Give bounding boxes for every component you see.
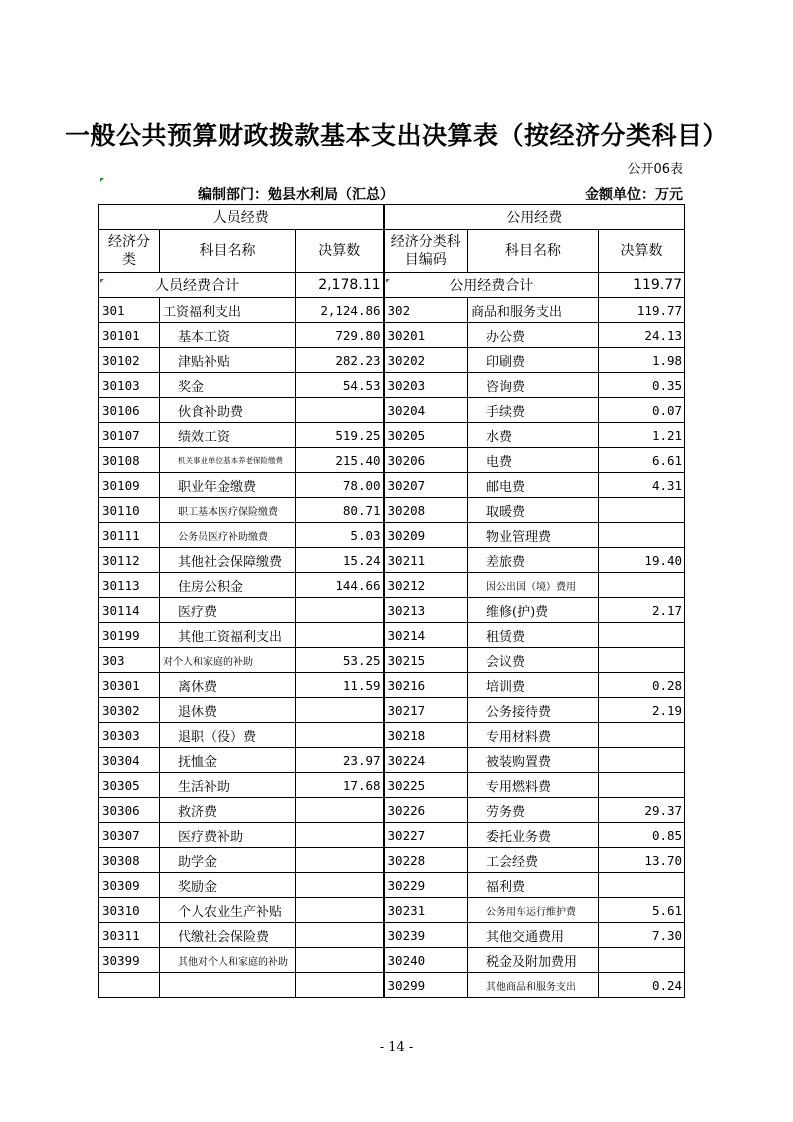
row-amount-right: 29.37	[599, 798, 685, 823]
row-code-right: 30204	[384, 398, 468, 423]
row-amount-right: 0.28	[599, 673, 685, 698]
row-code-left: 30108	[99, 448, 160, 473]
row-amount-left: 144.66	[296, 573, 384, 598]
row-name-right: 商品和服务支出	[468, 298, 599, 323]
table-row	[99, 948, 685, 973]
table-row	[99, 898, 685, 923]
table-code: 公开06表	[627, 162, 683, 177]
row-amount-left	[296, 698, 384, 723]
row-name-left: 代缴社会保险费	[160, 923, 296, 948]
row-amount-right: 19.40	[599, 548, 685, 573]
row-amount-left: 11.59	[296, 673, 384, 698]
row-amount-left	[296, 798, 384, 823]
row-amount-left: 5.03	[296, 523, 384, 548]
row-name-left: 奖金	[160, 373, 296, 398]
row-amount-left: 54.53	[296, 373, 384, 398]
row-name-right: 因公出国（境）费用	[468, 573, 599, 598]
header-name-left: 科目名称	[160, 230, 296, 273]
row-code-left: 30307	[99, 823, 160, 848]
row-name-right: 福利费	[468, 873, 599, 898]
cell-marker-icon	[386, 279, 390, 283]
table-row	[99, 473, 685, 498]
row-code-left: 30109	[99, 473, 160, 498]
row-name-right: 工会经费	[468, 848, 599, 873]
row-name-left: 离休费	[160, 673, 296, 698]
row-code-right: 30203	[384, 373, 468, 398]
row-name-right: 办公费	[468, 323, 599, 348]
row-code-right: 30207	[384, 473, 468, 498]
row-name-right: 其他商品和服务支出	[468, 973, 599, 998]
table-row	[99, 923, 685, 948]
row-name-left: 其他社会保障缴费	[160, 548, 296, 573]
table-row	[99, 873, 685, 898]
row-code-left: 30107	[99, 423, 160, 448]
row-code-left: 30311	[99, 923, 160, 948]
row-name-left: 救济费	[160, 798, 296, 823]
row-code-right: 30218	[384, 723, 468, 748]
page-title: 一般公共预算财政拨款基本支出决算表（按经济分类科目）	[64, 121, 728, 150]
row-code-right: 30226	[384, 798, 468, 823]
table-row	[99, 823, 685, 848]
table-row	[99, 848, 685, 873]
row-amount-right: 0.35	[599, 373, 685, 398]
row-name-right: 会议费	[468, 648, 599, 673]
row-name-right: 租赁费	[468, 623, 599, 648]
row-name-left: 抚恤金	[160, 748, 296, 773]
row-amount-left	[296, 723, 384, 748]
table-row	[99, 773, 685, 798]
row-code-right: 30299	[384, 973, 468, 998]
row-name-left: 职业年金缴费	[160, 473, 296, 498]
table-row	[99, 348, 685, 373]
row-name-left: 津贴补贴	[160, 348, 296, 373]
row-amount-left	[296, 973, 384, 998]
personnel-total-label: 人员经费合计	[99, 273, 296, 298]
row-name-right: 邮电费	[468, 473, 599, 498]
row-amount-left	[296, 823, 384, 848]
row-code-left: 30306	[99, 798, 160, 823]
row-code-left: 30112	[99, 548, 160, 573]
cell-marker-icon	[100, 178, 104, 182]
row-amount-right: 1.98	[599, 348, 685, 373]
table-row	[99, 748, 685, 773]
row-name-right: 印刷费	[468, 348, 599, 373]
row-amount-right: 7.30	[599, 923, 685, 948]
row-name-left: 住房公积金	[160, 573, 296, 598]
row-amount-right	[599, 723, 685, 748]
row-amount-right: 2.17	[599, 598, 685, 623]
row-amount-right	[599, 773, 685, 798]
row-name-right: 手续费	[468, 398, 599, 423]
row-amount-left: 15.24	[296, 548, 384, 573]
table-row	[99, 723, 685, 748]
row-code-right: 30212	[384, 573, 468, 598]
row-code-left: 301	[99, 298, 160, 323]
row-name-left	[160, 973, 296, 998]
row-amount-right: 119.77	[599, 298, 685, 323]
table-row	[99, 598, 685, 623]
row-code-right: 30206	[384, 448, 468, 473]
row-amount-left: 215.40	[296, 448, 384, 473]
row-code-left: 30114	[99, 598, 160, 623]
row-code-right: 30202	[384, 348, 468, 373]
group-public: 公用经费	[384, 205, 685, 230]
row-amount-right: 0.24	[599, 973, 685, 998]
totals-row	[99, 273, 685, 298]
row-code-left: 30303	[99, 723, 160, 748]
unit-label: 金额单位：万元	[585, 187, 683, 203]
row-code-right: 30208	[384, 498, 468, 523]
row-name-left: 公务员医疗补助缴费	[160, 523, 296, 548]
table-row	[99, 423, 685, 448]
row-name-left: 退职（役）费	[160, 723, 296, 748]
row-name-right: 其他交通费用	[468, 923, 599, 948]
row-code-right: 30216	[384, 673, 468, 698]
row-name-right: 被装购置费	[468, 748, 599, 773]
row-amount-right	[599, 948, 685, 973]
row-code-left: 303	[99, 648, 160, 673]
row-code-right: 30213	[384, 598, 468, 623]
header-name-right: 科目名称	[468, 230, 599, 273]
table-row	[99, 398, 685, 423]
row-amount-right	[599, 523, 685, 548]
row-amount-left: 53.25	[296, 648, 384, 673]
group-personnel: 人员经费	[99, 205, 384, 230]
row-code-left: 30102	[99, 348, 160, 373]
row-amount-right: 5.61	[599, 898, 685, 923]
row-code-right: 302	[384, 298, 468, 323]
table-row	[99, 698, 685, 723]
row-name-right: 公务接待费	[468, 698, 599, 723]
row-name-right: 专用材料费	[468, 723, 599, 748]
row-code-left: 30101	[99, 323, 160, 348]
row-amount-right: 13.70	[599, 848, 685, 873]
row-amount-left	[296, 598, 384, 623]
row-name-left: 医疗费	[160, 598, 296, 623]
row-name-right: 物业管理费	[468, 523, 599, 548]
row-name-right: 水费	[468, 423, 599, 448]
row-name-left: 其他工资福利支出	[160, 623, 296, 648]
row-name-left: 工资福利支出	[160, 298, 296, 323]
row-amount-left	[296, 848, 384, 873]
row-code-left: 30111	[99, 523, 160, 548]
row-amount-right	[599, 573, 685, 598]
row-amount-right: 0.85	[599, 823, 685, 848]
table-row	[99, 373, 685, 398]
row-name-left: 奖励金	[160, 873, 296, 898]
header-amount-left: 决算数	[296, 230, 384, 273]
row-amount-right: 2.19	[599, 698, 685, 723]
row-code-right: 30214	[384, 623, 468, 648]
row-name-left: 医疗费补助	[160, 823, 296, 848]
row-name-right: 取暖费	[468, 498, 599, 523]
department-label: 编制部门：勉县水利局（汇总）	[198, 187, 394, 203]
row-code-right: 30228	[384, 848, 468, 873]
public-total-label: 公用经费合计	[384, 273, 599, 298]
row-name-right: 专用燃料费	[468, 773, 599, 798]
row-code-left: 30301	[99, 673, 160, 698]
row-name-right: 电费	[468, 448, 599, 473]
header-code-right: 经济分类科目编码	[384, 230, 468, 273]
row-amount-right: 0.07	[599, 398, 685, 423]
row-name-right: 培训费	[468, 673, 599, 698]
row-amount-left	[296, 923, 384, 948]
table-row	[99, 798, 685, 823]
row-code-left: 30106	[99, 398, 160, 423]
row-code-right: 30231	[384, 898, 468, 923]
row-name-left: 基本工资	[160, 323, 296, 348]
row-name-right: 税金及附加费用	[468, 948, 599, 973]
row-name-right: 差旅费	[468, 548, 599, 573]
row-code-right: 30227	[384, 823, 468, 848]
row-amount-right: 6.61	[599, 448, 685, 473]
row-amount-left: 519.25	[296, 423, 384, 448]
row-code-left: 30399	[99, 948, 160, 973]
row-code-right: 30225	[384, 773, 468, 798]
row-code-right: 30239	[384, 923, 468, 948]
row-name-left: 其他对个人和家庭的补助	[160, 948, 296, 973]
row-code-left: 30110	[99, 498, 160, 523]
row-name-left: 绩效工资	[160, 423, 296, 448]
table-row	[99, 973, 685, 998]
row-amount-right	[599, 498, 685, 523]
row-name-left: 个人农业生产补贴	[160, 898, 296, 923]
row-amount-left	[296, 898, 384, 923]
row-name-left: 助学金	[160, 848, 296, 873]
row-amount-right	[599, 873, 685, 898]
group-header-row	[99, 205, 685, 230]
row-code-right: 30201	[384, 323, 468, 348]
row-amount-right	[599, 623, 685, 648]
row-amount-right: 1.21	[599, 423, 685, 448]
row-amount-right	[599, 748, 685, 773]
table-row	[99, 298, 685, 323]
table-row	[99, 523, 685, 548]
row-name-right: 咨询费	[468, 373, 599, 398]
table-row	[99, 573, 685, 598]
table-row	[99, 673, 685, 698]
header-amount-right: 决算数	[599, 230, 685, 273]
row-amount-left: 17.68	[296, 773, 384, 798]
table-row	[99, 548, 685, 573]
row-code-right: 30215	[384, 648, 468, 673]
page-number: - 14 -	[379, 1040, 414, 1055]
row-name-left: 伙食补助费	[160, 398, 296, 423]
row-code-left: 30308	[99, 848, 160, 873]
cell-marker-icon	[100, 279, 104, 283]
table-row	[99, 448, 685, 473]
row-amount-left: 2,124.86	[296, 298, 384, 323]
row-amount-left: 80.71	[296, 498, 384, 523]
row-code-right: 30240	[384, 948, 468, 973]
row-name-right: 维修(护)费	[468, 598, 599, 623]
row-name-right: 委托业务费	[468, 823, 599, 848]
table-row	[99, 498, 685, 523]
row-name-left: 对个人和家庭的补助	[160, 648, 296, 673]
row-code-right: 30209	[384, 523, 468, 548]
row-code-left	[99, 973, 160, 998]
row-name-right: 公务用车运行维护费	[468, 898, 599, 923]
row-code-left: 30199	[99, 623, 160, 648]
row-amount-left: 23.97	[296, 748, 384, 773]
row-code-left: 30113	[99, 573, 160, 598]
row-code-left: 30309	[99, 873, 160, 898]
row-name-left: 退休费	[160, 698, 296, 723]
table-row	[99, 323, 685, 348]
row-amount-left	[296, 948, 384, 973]
table-row	[99, 648, 685, 673]
expenditure-table	[98, 204, 685, 998]
row-amount-left: 729.80	[296, 323, 384, 348]
row-code-right: 30217	[384, 698, 468, 723]
row-amount-left	[296, 623, 384, 648]
row-amount-left	[296, 398, 384, 423]
table-row	[99, 623, 685, 648]
row-amount-right: 24.13	[599, 323, 685, 348]
row-code-right: 30205	[384, 423, 468, 448]
row-code-left: 30304	[99, 748, 160, 773]
row-name-left: 生活补助	[160, 773, 296, 798]
row-amount-left: 78.00	[296, 473, 384, 498]
row-code-left: 30302	[99, 698, 160, 723]
row-code-right: 30211	[384, 548, 468, 573]
personnel-total-value: 2,178.11	[296, 273, 384, 298]
row-code-left: 30305	[99, 773, 160, 798]
row-name-right: 劳务费	[468, 798, 599, 823]
row-code-left: 30103	[99, 373, 160, 398]
row-code-right: 30224	[384, 748, 468, 773]
public-total-value: 119.77	[599, 273, 685, 298]
row-code-right: 30229	[384, 873, 468, 898]
row-amount-right	[599, 648, 685, 673]
column-header-row	[99, 230, 685, 273]
row-name-left: 机关事业单位基本养老保险缴费	[160, 448, 296, 473]
row-amount-right: 4.31	[599, 473, 685, 498]
row-amount-left: 282.23	[296, 348, 384, 373]
row-name-left: 职工基本医疗保险缴费	[160, 498, 296, 523]
row-amount-left	[296, 873, 384, 898]
header-code-left: 经济分类	[99, 230, 160, 273]
row-code-left: 30310	[99, 898, 160, 923]
